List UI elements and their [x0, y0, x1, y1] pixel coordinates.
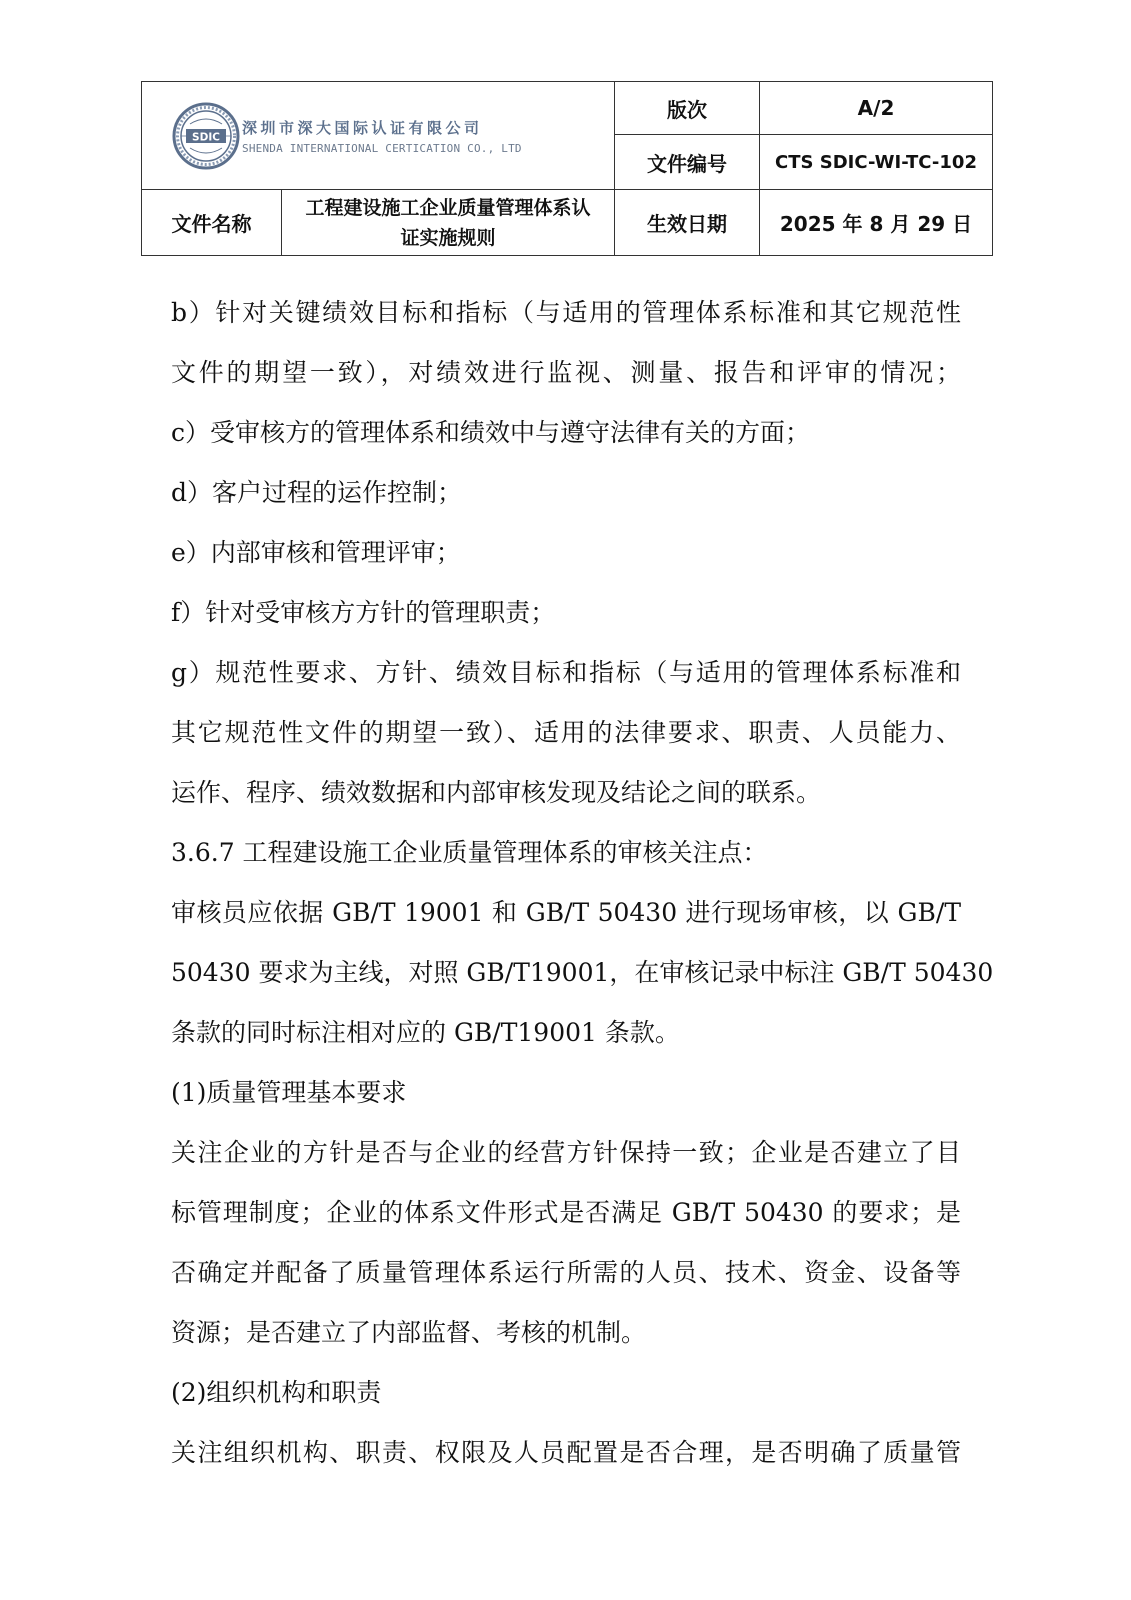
section-heading: 3.6.7 工程建设施工企业质量管理体系的审核关注点： [171, 838, 768, 867]
effective-date-value: 2025 年 8 月 29 日 [760, 190, 993, 256]
body-line: g）规范性要求、方针、绩效目标和指标（与适用的管理体系标准和 [171, 658, 961, 687]
body-line: 关注组织机构、职责、权限及人员配置是否合理，是否明确了质量管 [171, 1438, 961, 1467]
seal-text: SDIC [192, 131, 220, 143]
company-logo-cell [142, 82, 615, 190]
body-line: 运作、程序、绩效数据和内部审核发现及结论之间的联系。 [171, 778, 822, 807]
subsection-heading: (2)组织机构和职责 [171, 1378, 382, 1407]
body-line: 资源；是否建立了内部监督、考核的机制。 [171, 1318, 647, 1347]
body-line: 50430 要求为主线，对照 GB/T19001，在审核记录中标注 GB/T 50430 [171, 958, 994, 987]
version-label: 版次 [615, 82, 760, 135]
company-name-cn: 深圳市深大国际认证有限公司 [242, 118, 483, 137]
doc-name-value [282, 190, 615, 256]
doc-number-value: CTS SDIC-WI-TC-102 [760, 135, 993, 190]
effective-date-label: 生效日期 [615, 190, 760, 256]
body-line: c）受审核方的管理体系和绩效中与遵守法律有关的方面； [171, 418, 811, 447]
body-line: d）客户过程的运作控制； [171, 478, 463, 507]
body-line: e）内部审核和管理评审； [171, 538, 461, 567]
body-line: 条款的同时标注相对应的 GB/T19001 条款。 [171, 1018, 680, 1047]
version-value: A/2 [760, 82, 993, 135]
body-line: 其它规范性文件的期望一致）、适用的法律要求、职责、人员能力、 [171, 718, 961, 747]
body-line: 文件的期望一致），对绩效进行监视、测量、报告和评审的情况； [171, 358, 961, 387]
doc-number-label: 文件编号 [615, 135, 760, 190]
doc-name-line-2: 证实施规则 [400, 226, 496, 249]
body-line: f）针对受审核方方针的管理职责； [171, 598, 556, 627]
subsection-heading: (1)质量管理基本要求 [171, 1078, 407, 1107]
body-line: 关注企业的方针是否与企业的经营方针保持一致；企业是否建立了目 [171, 1138, 961, 1167]
company-seal-icon [172, 102, 240, 170]
company-name-en: SHENDA INTERNATIONAL CERTICATION CO., LTD [242, 141, 522, 155]
document-header-table [141, 81, 993, 256]
body-line: 标管理制度；企业的体系文件形式是否满足 GB/T 50430 的要求；是 [171, 1198, 961, 1227]
body-line: 审核员应依据 GB/T 19001 和 GB/T 50430 进行现场审核，以 GB/T [171, 898, 961, 927]
company-logo [142, 102, 614, 170]
doc-name-line-1: 工程建设施工企业质量管理体系认 [305, 196, 591, 219]
body-line: 否确定并配备了质量管理体系运行所需的人员、技术、资金、设备等 [171, 1258, 961, 1287]
document-body [171, 283, 994, 1483]
doc-name-label: 文件名称 [142, 190, 282, 256]
body-line: b）针对关键绩效目标和指标（与适用的管理体系标准和其它规范性 [171, 298, 961, 327]
